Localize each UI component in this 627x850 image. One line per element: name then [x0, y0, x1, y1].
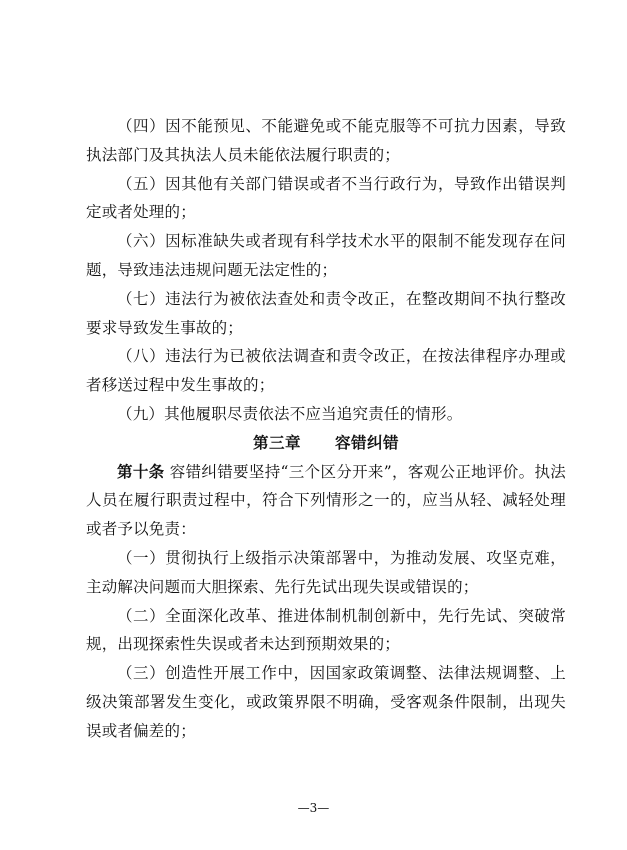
clause-item-8: （八）违法行为已被依法调查和责令改正，在按法律程序办理或者移送过程中发生事故的； — [86, 347, 566, 395]
article-text: 容错纠错要坚持“三个区分开来”，客观公正地评价。执法人员在履行职责过程中，符合下列情形之一的，应当从轻、减轻处理或者予以免责： — [86, 462, 566, 539]
article-label: 第十条 — [117, 462, 165, 481]
chapter-number: 第三章 — [252, 433, 301, 452]
clause-item-6: （六）因标准缺失或者现有科学技术水平的限制不能发现存在问题，导致违法违规问题无法定性的； — [86, 232, 566, 279]
article-10 — [86, 458, 566, 544]
clause-item-4: （四）因不能预见、不能避免或不能克服等不可抗力因素，导致执法部门及其执法人员未能依法履行职责的； — [86, 117, 566, 164]
page-number: —3— — [297, 801, 330, 815]
clause-item-5: （五）因其他有关部门错误或者不当行政行为，导致作出错误判定或者处理的； — [86, 174, 566, 222]
chapter-title: 容错纠错 — [335, 433, 400, 452]
document-body — [86, 112, 566, 746]
article-10-item-2: （二）全面深化改革、推进体制机制创新中，先行先试、突破常规，出现探索性失误或者未达到预期效果的； — [86, 606, 566, 654]
clause-item-9: （九）其他履职尽责依法不应当追究责任的情形。 — [117, 404, 463, 423]
article-10-item-1: （一）贯彻执行上级指示决策部署中，为推动发展、攻坚克难，主动解决问题而大胆探索、先行先试出现失误或错误的； — [86, 548, 566, 596]
chapter-heading — [86, 429, 566, 458]
article-10-item-3: （三）创造性开展工作中，因国家政策调整、法律法规调整、上级决策部署发生变化，或政策界限不明确，受客观条件限制，出现失误或者偏差的； — [86, 664, 566, 740]
clause-item-7: （七）违法行为被依法查处和责令改正，在整改期间不执行整改要求导致发生事故的； — [86, 289, 566, 337]
